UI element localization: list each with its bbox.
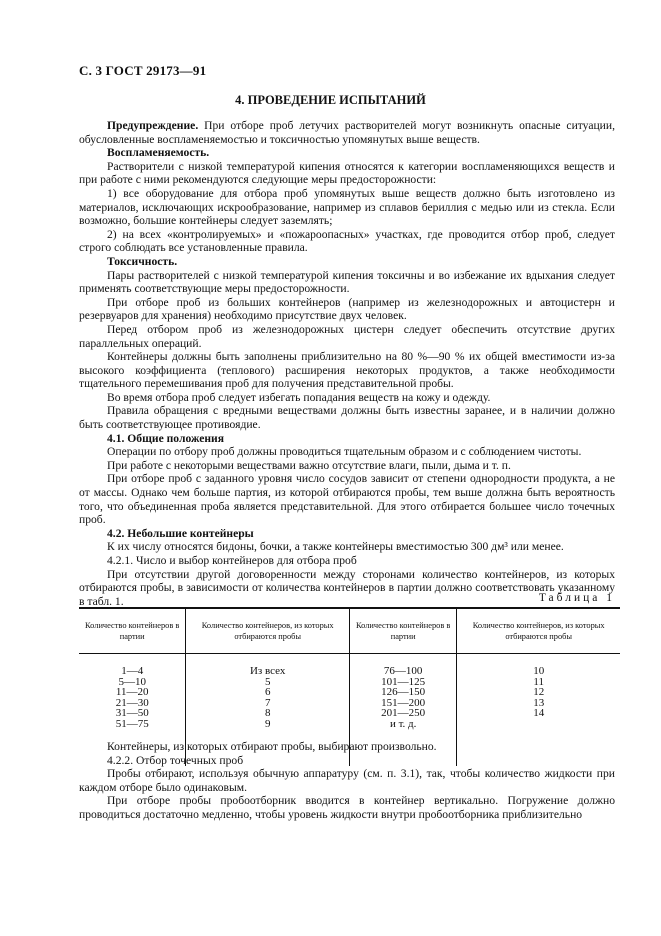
table-caption: Таблица 1	[538, 592, 615, 604]
table-cell: 76—100	[383, 665, 423, 677]
paragraph	[79, 445, 615, 459]
table-cell: 5	[264, 675, 271, 688]
paragraph	[79, 391, 615, 405]
table-cell: 1—4	[121, 665, 144, 677]
paragraph-lead: 4.1. Общие положения	[107, 431, 224, 445]
table-cell: 11—20	[115, 686, 149, 699]
paragraph-text: При отборе проб с заданного уровня число сосудов зависит от степени однородности продукта, а не от массы. Однако чем больше партия, из которой отбираются пробы, тем выше должна быть вероятность того, что объединенная проба является представительной. Для этого отбирается большее число точечных проб.	[79, 472, 615, 527]
table-cell: 14	[533, 707, 545, 720]
table-cell: 8	[264, 707, 271, 720]
paragraph	[79, 432, 615, 446]
table-cell: 6	[264, 686, 271, 699]
paragraph	[79, 187, 615, 228]
paragraph	[79, 269, 615, 296]
table-cell: 9	[264, 717, 271, 730]
paragraph-text: При работе с некоторыми веществами важно отсутствие влаги, пыли, дыма и т. п.	[107, 458, 511, 472]
paragraph	[79, 228, 615, 255]
table-cell: 151—200	[381, 696, 426, 709]
paragraph	[79, 568, 615, 609]
paragraph-text: 1) все оборудование для отбора проб упомянутых выше веществ должно быть изготовлено из материалов, исключающих искрообразование, например из сплавов бериллия с медью или из стекла. Если возможно, большие контейнеры следует заземлять;	[79, 186, 615, 228]
page-header: С. 3 ГОСТ 29173—91	[79, 63, 207, 78]
paragraph	[79, 459, 615, 473]
paragraph-lead: 4.2. Небольшие контейнеры	[107, 526, 254, 540]
paragraph-text: Контейнеры должны быть заполнены приблизительно на 80 %—90 % их общей вместимости из-за высокого коэффициента (теплового) расширения некоторых продуктов, а также необходимости тщательного перемешивания проб для получения представительной пробы.	[79, 350, 615, 391]
paragraph-text: Пары растворителей с низкой температурой кипения токсичны и во избежание их вдыхания следует применять соответствующие меры предосторожности.	[79, 268, 615, 296]
paragraph	[79, 472, 615, 526]
table-cell: и т. д.	[389, 717, 417, 730]
table-cell: 126—150	[381, 686, 426, 699]
paragraph	[79, 350, 615, 391]
paragraph	[79, 404, 615, 431]
paragraph	[79, 160, 615, 187]
table-header-cell: Количество контейнеров в партии	[349, 608, 456, 654]
paragraph-text: Во время отбора проб следует избегать попадания веществ на кожу и одежду.	[107, 390, 491, 404]
after-table-text	[79, 740, 615, 822]
table-header-cell: Количество контейнеров, из которых отбираются пробы	[457, 608, 620, 654]
table-cell: 5—10	[118, 675, 146, 688]
paragraph-text: 2) на всех «контролируемых» и «пожароопасных» участках, где проводится отбор проб, следует строго соблюдать все установленные правила.	[79, 227, 615, 255]
section-title: 4. ПРОВЕДЕНИЕ ИСПЫТАНИЙ	[235, 93, 426, 107]
paragraph-text: 4.2.1. Число и выбор контейнеров для отбора проб	[107, 554, 357, 567]
paragraph	[79, 540, 615, 554]
paragraph	[79, 323, 615, 350]
table-cell: 7	[264, 696, 271, 709]
table-header-cell: Количество контейнеров, из которых отбираются пробы	[186, 608, 350, 654]
paragraph: При отборе пробы пробоотборник вводится в контейнер вертикально. Погружение должно проводиться достаточно медленно, чтобы уровень жидкости внутри пробоотборника приблизительно	[79, 794, 615, 821]
paragraph-text: При отсутствии другой договоренности между сторонами количество контейнеров, из которых отбираются пробы, в зависимости от количества контейнеров в партии должно соответствовать указанному в табл. 1.	[79, 567, 615, 608]
paragraph-text: Правила обращения с вредными веществами должны быть известны заранее, и в наличии должно быть соответствующее противоядие.	[79, 404, 615, 432]
table-cell: 101—125	[381, 675, 426, 688]
paragraph	[79, 296, 615, 323]
paragraph-text: При отборе проб из больших контейнеров (например из железнодорожных и автоцистерн и резервуаров для хранения) необходимо присутствие двух человек.	[79, 295, 615, 323]
paragraph: 4.2.2. Отбор точечных проб	[107, 753, 244, 767]
paragraph	[79, 119, 615, 146]
table-cell: 10	[533, 665, 545, 677]
paragraph	[79, 554, 615, 568]
paragraph: Пробы отбирают, используя обычную аппаратуру (см. п. 3.1), так, чтобы количество жидкости при каждом отборе было одинаковым.	[79, 767, 615, 794]
paragraph	[79, 146, 615, 160]
paragraph-lead: Предупреждение.	[107, 119, 199, 132]
table-cell: 201—250	[381, 707, 426, 720]
paragraph-lead: Воспламеняемость.	[107, 146, 210, 160]
paragraph: Контейнеры, из которых отбирают пробы, выбирают произвольно.	[107, 740, 437, 753]
table-cell: 21—30	[115, 696, 149, 709]
paragraph-lead: Токсичность.	[107, 254, 178, 268]
table-header-row	[79, 608, 620, 654]
table-cell: 12	[533, 686, 545, 699]
body-text	[79, 119, 615, 608]
table-cell: 13	[533, 696, 545, 709]
paragraph	[79, 255, 615, 269]
table-cell: 51—75	[115, 717, 149, 730]
paragraph-text: Растворители с низкой температурой кипения относятся к категории воспламеняющихся веществ и при работе с ними рекомендуются следующие меры предосторожности:	[79, 159, 615, 187]
table-header-cell: Количество контейнеров в партии	[79, 608, 186, 654]
paragraph-text: Операции по отбору проб должны проводиться тщательным образом и с соблюдением чистоты.	[107, 445, 582, 459]
table-cell: Из всех	[249, 665, 286, 677]
paragraph	[79, 527, 615, 541]
table-cell: 31—50	[115, 707, 149, 720]
paragraph-text: К их числу относятся бидоны, бочки, а также контейнеры вместимостью 300 дм³ или менее.	[107, 540, 564, 554]
table-cell: 11	[533, 675, 544, 688]
paragraph-text: Перед отбором проб из железнодорожных цистерн следует обеспечить отсутствие других параллельных операций.	[79, 322, 615, 350]
paragraph-text: При отборе проб летучих растворителей могут возникнуть опасные ситуации, обусловленные воспламеняемостью и токсичностью упомянутых выше веществ.	[79, 119, 615, 146]
